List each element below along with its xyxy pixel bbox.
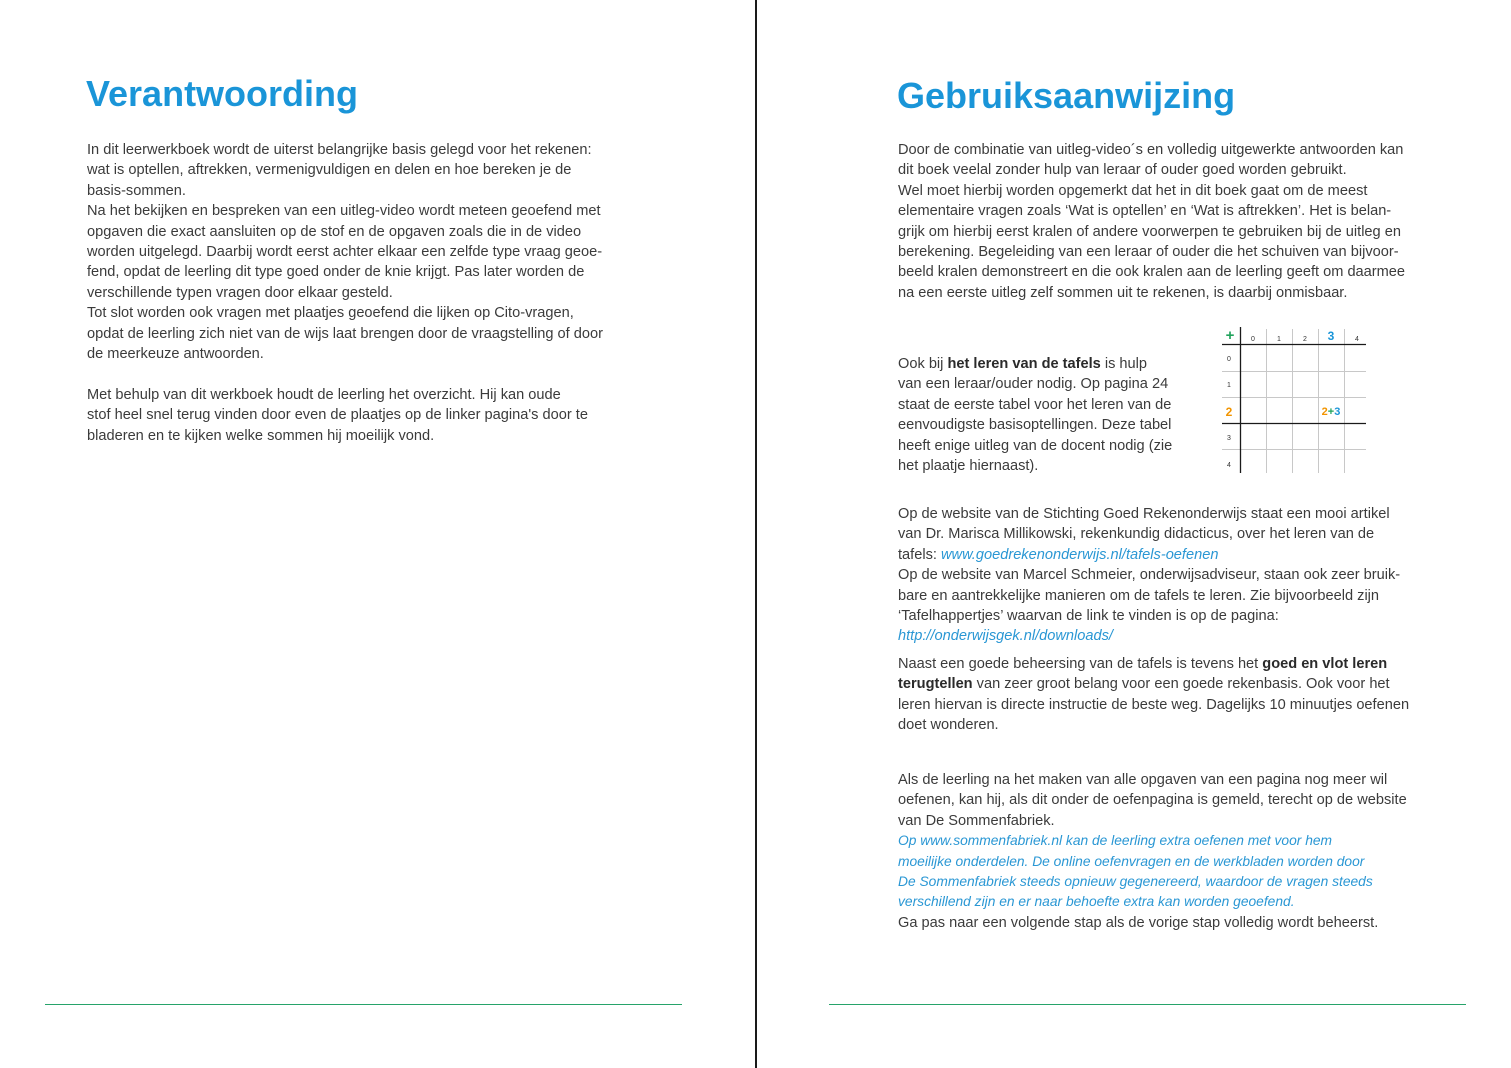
bold-phrase: goed en vlot leren — [1262, 656, 1388, 672]
sommenfabriek-section — [898, 770, 1458, 933]
sommenfabriek-note-line: Op www.sommenfabriek.nl kan de leerling extra oefenen met voor hem — [898, 833, 1333, 849]
text-line — [898, 545, 1458, 565]
text-line: opgaven die exact aansluiten op de stof en de opgaven zoals die in de video — [87, 223, 582, 240]
text-line: de meerkeuze antwoorden. — [87, 346, 264, 363]
text-line: beeld kralen demonstreert en die ook kralen aan de leerling geeft om daarmee — [898, 264, 1406, 281]
text-line: verschillende typen vragen door elkaar gesteld. — [87, 284, 393, 301]
addition-table-figure — [1220, 325, 1368, 475]
cell-operator: + — [1327, 406, 1335, 418]
text-line: Als de leerling na het maken van alle opgaven van een pagina nog meer wil — [898, 772, 1388, 788]
text-line: basis-sommen. — [87, 182, 186, 199]
bold-phrase: terugtellen — [898, 676, 973, 693]
text-line: van een leraar/ouder nodig. Op pagina 24 — [898, 376, 1169, 393]
cell-part-row: 2 — [1321, 406, 1328, 418]
text-line: bladeren en te kijken welke sommen hij moeilijk vond. — [87, 427, 435, 444]
onderwijsgek-link[interactable]: http://onderwijsgek.nl/downloads/ — [898, 628, 1113, 645]
website-section — [898, 504, 1458, 647]
text-line: bare en aantrekkelijke manieren om de tafels te leren. Zie bijvoorbeeld zijn — [898, 587, 1380, 604]
sommenfabriek-note-line: verschillend zijn en er naar behoefte extra kan worden geoefend. — [898, 894, 1295, 910]
row-header: 4 — [1227, 462, 1231, 469]
goedrekenonderwijs-link[interactable]: www.goedrekenonderwijs.nl/tafels-oefenen — [941, 546, 1219, 563]
text-line: eenvoudigste basisoptellingen. Deze tabel — [898, 417, 1172, 434]
text-line: worden uitgelegd. Daarbij wordt eerst achter elkaar een zelfde type vraag geoe- — [87, 244, 603, 261]
text-line: leren hiervan is directe instructie de beste weg. Dagelijks 10 minuutjes oefenen — [898, 696, 1410, 713]
left-page — [0, 0, 755, 1068]
text-line — [898, 674, 1458, 694]
text-line: In dit leerwerkboek wordt de uiterst belangrijke basis gelegd voor het rekenen: — [87, 142, 592, 158]
text-span: tafels: — [898, 546, 941, 563]
intro-section — [898, 140, 1458, 303]
text-line — [898, 354, 1198, 374]
right-page — [757, 0, 1511, 1068]
text-line: staat de eerste tabel voor het leren van de — [898, 396, 1172, 413]
row-header: 0 — [1227, 356, 1231, 363]
text-line: van De Sommenfabriek. — [898, 812, 1055, 829]
text-line — [898, 654, 1458, 674]
text-span: Naast een goede beheersing van de tafels is tevens het — [898, 656, 1263, 672]
text-line: na een eerste uitleg zelf sommen uit te rekenen, is daarbij onmisbaar. — [898, 284, 1348, 301]
text-line: grijk om hierbij eerst kralen of andere voorwerpen te gebruiken bij de uitleg en — [898, 223, 1401, 240]
col-header: 2 — [1303, 336, 1307, 343]
text-line: dit boek veelal zonder hulp van leraar of ouder goed worden gebruikt. — [898, 162, 1347, 179]
text-line: wat is optellen, aftrekken, vermenigvuldigen en delen en hoe bereken je de — [87, 162, 572, 179]
page-title-gebruiksaanwijzing: Gebruiksaanwijzing — [897, 75, 1236, 116]
footer-rule-left — [45, 1004, 682, 1005]
row-header-highlight: 2 — [1225, 405, 1233, 419]
text-line: het plaatje hiernaast). — [898, 458, 1039, 475]
row-header: 1 — [1227, 382, 1231, 389]
bold-phrase: het leren van de tafels — [947, 356, 1101, 372]
text-line: elementaire vragen zoals ‘Wat is optellen’ en ‘Wat is aftrekken’. Het is belan- — [898, 203, 1392, 220]
row-header: 3 — [1227, 435, 1231, 442]
text-span: is hulp — [1100, 356, 1148, 372]
terugtellen-section — [898, 654, 1458, 736]
text-line: Tot slot worden ook vragen met plaatjes geoefend die lijken op Cito-vragen, — [87, 305, 574, 322]
text-line: Op de website van Marcel Schmeier, onderwijsadviseur, staan ook zeer bruik- — [898, 567, 1401, 584]
col-header-highlight: 3 — [1327, 329, 1335, 343]
text-line: Ga pas naar een volgende stap als de vorige stap volledig wordt beheerst. — [898, 914, 1379, 931]
text-line: Door de combinatie van uitleg-video´s en volledig uitgewerkte antwoorden kan — [898, 142, 1404, 158]
tafels-section — [898, 354, 1198, 476]
text-line: Op de website van de Stichting Goed Rekenonderwijs staat een mooi artikel — [898, 506, 1390, 522]
text-line: Na het bekijken en bespreken van een uitleg-video wordt meteen geoefend met — [87, 203, 601, 220]
text-span: van zeer groot belang voor een goede rekenbasis. Ook voor het — [972, 676, 1390, 693]
text-line: heeft enige uitleg van de docent nodig (zie — [898, 437, 1173, 454]
page-title-verantwoording: Verantwoording — [86, 73, 359, 114]
footer-rule-right — [829, 1004, 1466, 1005]
text-line: fend, opdat de leerling dit type goed onder de knie krijgt. Pas later worden de — [87, 264, 585, 281]
text-line: ‘Tafelhappertjes’ waarvan de link te vinden is op de pagina: — [898, 608, 1279, 625]
addition-table-svg — [1220, 325, 1368, 475]
text-line: stof heel snel terug vinden door even de plaatjes op de linker pagina's door te — [87, 407, 588, 424]
table-cell-example — [1322, 406, 1341, 418]
text-span: Ook bij — [898, 356, 948, 372]
text-line: opdat de leerling zich niet van de wijs laat brengen door de vraagstelling of door — [87, 325, 603, 342]
operator-symbol: + — [1225, 327, 1235, 344]
sommenfabriek-note-line: moeilijke onderdelen. De online oefenvragen en de werkbladen worden door — [898, 853, 1365, 869]
text-line: doet wonderen. — [898, 717, 999, 734]
col-header: 1 — [1277, 336, 1281, 343]
text-line: Wel moet hierbij worden opgemerkt dat het in dit boek gaat om de meest — [898, 182, 1368, 199]
onderwijsgek-link-line — [898, 626, 1458, 646]
table-grid — [1222, 329, 1366, 473]
col-header: 0 — [1251, 336, 1255, 343]
cell-part-col: 3 — [1334, 406, 1341, 418]
text-line: van Dr. Marisca Millikowski, rekenkundig didacticus, over het leren van de — [898, 526, 1375, 543]
col-header: 4 — [1355, 336, 1359, 343]
text-line: berekening. Begeleiding van een leraar of ouder die het schuiven van bijvoor- — [898, 244, 1399, 261]
verantwoording-body — [87, 140, 647, 446]
text-line: oefenen, kan hij, als dit onder de oefenpagina is gemeld, terecht op de website — [898, 792, 1407, 809]
sommenfabriek-note-line: De Sommenfabriek steeds opnieuw gegenereerd, waardoor de vragen steeds — [898, 874, 1373, 890]
text-line: Met behulp van dit werkboek houdt de leerling het overzicht. Hij kan oude — [87, 386, 561, 403]
